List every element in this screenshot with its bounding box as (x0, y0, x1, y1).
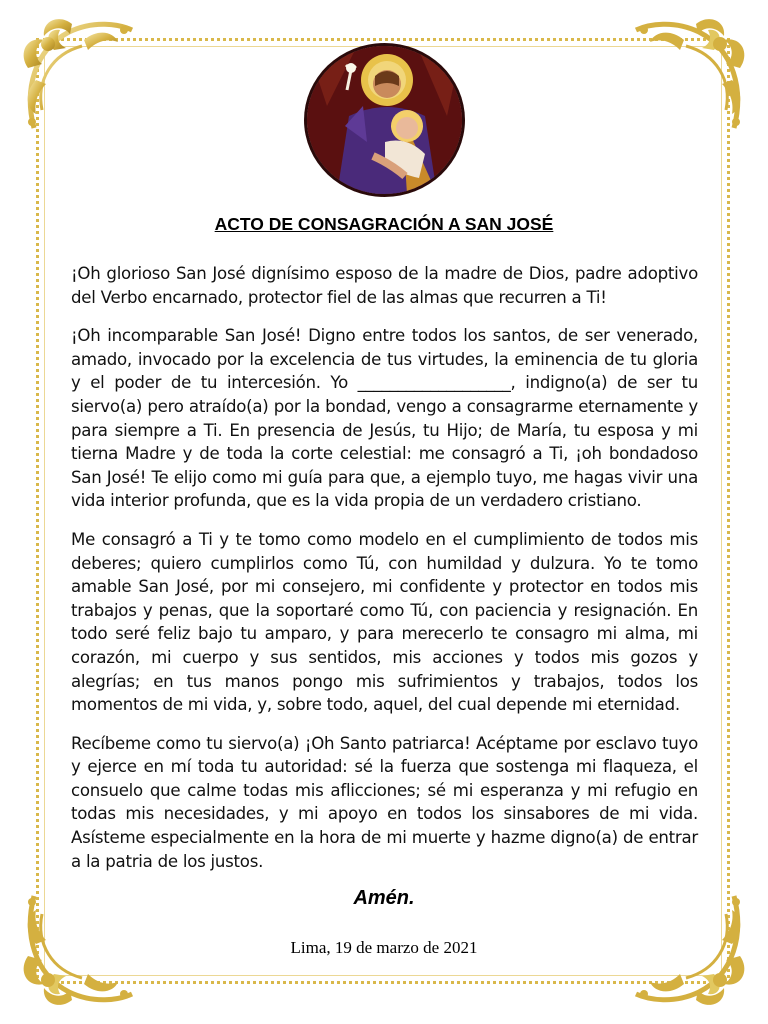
saint-joseph-medallion-icon (307, 46, 462, 194)
prayer-paragraph-3: Me consagró a Ti y te tomo como modelo en el cumplimiento de todos mis deberes; quiero cumplirlos como Tú, con humildad y dulzura. Yo te tomo amable San José, por mi consejero, mi confidente y protector en todos mis trabajos y penas, que la soportaré como Tú, con paciencia y resignación. En todo seré feliz bajo tu amparo, y para merecerlo te consagro mi alma, mi corazón, mi cuerpo y sus sentidos, mis acciones y todos mis gozos y alegrías; en tus manos pongo mis sufrimientos y trabajos, todos los momentos de mi vida, y, sobre todo, aquel, del cual depende mi eternidad. (71, 529, 698, 715)
corner-ornament-top-right-icon (624, 10, 754, 140)
prayer-paragraph-1: ¡Oh glorioso San José dignísimo esposo de la madre de Dios, padre adoptivo del Verbo encarnado, protector fiel de las almas que recurren a Ti! (71, 264, 698, 307)
closing-amen: Amén. (353, 887, 415, 909)
document-title: ACTO DE CONSAGRACIÓN A SAN JOSÉ (214, 214, 554, 234)
prayer-paragraph-4: Recíbeme como tu siervo(a) ¡Oh Santo patriarca! Acéptame por esclavo tuyo y ejerce en mí toda tu autoridad: sé la fuerza que sostenga mi flaqueza, el consuelo que calme todas mis aflicciones; sé mi esperanza y mi refugio en todas mis necesidades, y mi apoyo en todos los sinsabores de mi vida. Asísteme especialmente en la hora de mi muerte y hazme digno(a) de entrar a la patria de los justos. (71, 733, 698, 871)
corner-ornament-top-left-icon (14, 10, 144, 140)
prayer-paragraph-2: ¡Oh incomparable San José! Digno entre todos los santos, de ser venerado, amado, invocado por la excelencia de tus virtudes, la eminencia de tu gloria y el poder de tu intercesión. Yo ___________________, indigno(a) de ser tu siervo(a) pero atraído(a) por la bondad, vengo a consagrarme eternamente y para siempre a Ti. En presencia de Jesús, tu Hijo; de María, tu esposa y mi tierna Madre y de toda la corte celestial: me consagró a Ti, ¡oh bondadoso San José! Te elijo como mi guía para que, a ejemplo tuyo, me hagas vivir una vida interior profunda, que es la vida propia de un verdadero cristiano. (71, 326, 698, 511)
place-and-date: Lima, 19 de marzo de 2021 (290, 938, 478, 957)
prayer-body (71, 262, 698, 888)
